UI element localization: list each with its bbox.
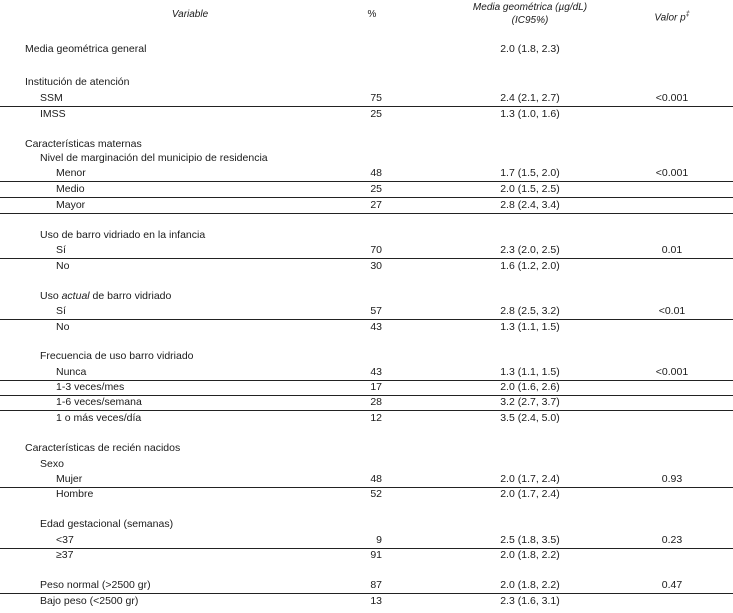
table-row [0, 594, 733, 609]
table-row [0, 487, 733, 502]
row-p-value: <0.01 [658, 305, 686, 317]
row-label: 1-3 veces/mes [56, 381, 125, 393]
row-percent: 28 [370, 396, 382, 408]
row-p-value: 0.23 [661, 534, 683, 546]
row-label: Uso de barro vidriado en la infancia [40, 229, 206, 241]
row-p-value: <0.001 [655, 92, 689, 104]
header-variable: Variable [171, 9, 209, 20]
row-percent: 57 [370, 305, 382, 317]
row-label: No [56, 321, 70, 333]
row-geometric-mean: 1.3 (1.1, 1.5) [500, 321, 560, 333]
header-percent: % [367, 9, 377, 20]
row-label: Peso normal (>2500 gr) [40, 579, 151, 591]
table-row [0, 137, 733, 152]
table-row [0, 320, 733, 335]
table-row [0, 91, 733, 107]
row-label: 1-6 veces/semana [56, 396, 142, 408]
table-row [0, 182, 733, 198]
table-row [0, 166, 733, 182]
header-p-value [636, 8, 708, 24]
table-row [0, 304, 733, 320]
row-geometric-mean: 3.5 (2.4, 5.0) [500, 412, 560, 424]
row-label: Características de recién nacidos [25, 442, 181, 454]
row-percent: 17 [370, 381, 382, 393]
row-label: Hombre [56, 488, 94, 500]
row-percent: 12 [370, 412, 382, 424]
row-label: ≥37 [56, 549, 74, 561]
row-label-emphasis: actual [61, 290, 90, 302]
table-row [0, 289, 733, 304]
row-percent: 91 [370, 549, 382, 561]
row-percent: 27 [370, 199, 382, 211]
row-label: Medio [56, 183, 85, 195]
row-label: IMSS [40, 108, 66, 120]
row-label: Nivel de marginación del municipio de residencia [40, 152, 268, 164]
row-percent: 30 [370, 260, 382, 272]
row-geometric-mean: 2.0 (1.7, 2.4) [500, 488, 560, 500]
table-row [0, 578, 733, 594]
table-row [0, 472, 733, 488]
table-row [0, 548, 733, 563]
table-row [0, 107, 733, 122]
table-row [0, 441, 733, 456]
row-label-pre: Uso [40, 290, 62, 302]
row-geometric-mean: 2.0 (1.8, 2.2) [500, 549, 560, 561]
row-label: 1 o más veces/día [56, 412, 142, 424]
row-geometric-mean: 3.2 (2.7, 3.7) [500, 396, 560, 408]
row-geometric-mean: 1.3 (1.1, 1.5) [500, 366, 560, 378]
header-geometric-mean [430, 1, 630, 27]
row-label: Frecuencia de uso barro vidriado [40, 350, 194, 362]
row-label: Características maternas [25, 138, 142, 150]
row-percent: 9 [376, 534, 382, 546]
table-row [0, 457, 733, 472]
row-label [40, 289, 171, 304]
row-label: Bajo peso (<2500 gr) [40, 595, 139, 607]
row-percent: 48 [370, 473, 382, 485]
table-row [0, 365, 733, 381]
table-row [0, 380, 733, 396]
table-row [0, 259, 733, 274]
table-row [0, 395, 733, 411]
row-geometric-mean: 2.0 (1.8, 2.3) [500, 43, 560, 55]
row-p-value: <0.001 [655, 167, 689, 179]
table-row [0, 151, 733, 166]
row-label: Mujer [56, 473, 83, 485]
row-percent: 25 [370, 183, 382, 195]
row-geometric-mean: 2.0 (1.6, 2.6) [500, 381, 560, 393]
row-percent: 48 [370, 167, 382, 179]
row-percent: 13 [370, 595, 382, 607]
row-percent: 75 [370, 92, 382, 104]
table-row [0, 75, 733, 90]
row-geometric-mean: 2.4 (2.1, 2.7) [500, 92, 560, 104]
row-p-value: <0.001 [655, 366, 689, 378]
row-label: SSM [40, 92, 63, 104]
table-row [0, 228, 733, 243]
row-label: Media geométrica general [25, 43, 147, 55]
row-label: Sí [56, 244, 66, 256]
row-percent: 25 [370, 108, 382, 120]
table-row [0, 533, 733, 549]
table-row [0, 198, 733, 214]
header-p-value-sup: ‡ [685, 11, 690, 18]
table-row [0, 411, 733, 426]
table-row [0, 243, 733, 259]
row-geometric-mean: 2.3 (1.6, 3.1) [500, 595, 560, 607]
header-geometric-mean-line2: (IC95%) [511, 15, 549, 26]
row-geometric-mean: 2.8 (2.5, 3.2) [500, 305, 560, 317]
row-label: Sí [56, 305, 66, 317]
row-p-value: 0.01 [661, 244, 683, 256]
row-label: Mayor [56, 199, 86, 211]
header-p-value-label: Valor p [654, 12, 686, 24]
row-label: Nunca [56, 366, 87, 378]
table-row [0, 42, 733, 57]
row-label: Institución de atención [25, 76, 130, 88]
row-geometric-mean: 1.3 (1.0, 1.6) [500, 108, 560, 120]
row-percent: 43 [370, 366, 382, 378]
row-label: <37 [56, 534, 74, 546]
row-geometric-mean: 1.6 (1.2, 2.0) [500, 260, 560, 272]
row-geometric-mean: 2.0 (1.7, 2.4) [500, 473, 560, 485]
table-row [0, 517, 733, 532]
row-p-value: 0.93 [661, 473, 683, 485]
row-geometric-mean: 1.7 (1.5, 2.0) [500, 167, 560, 179]
table-row [0, 349, 733, 364]
row-percent: 70 [370, 244, 382, 256]
row-p-value: 0.47 [661, 579, 683, 591]
row-label: Edad gestacional (semanas) [40, 518, 174, 530]
row-label-post: de barro vidriado [89, 290, 172, 302]
row-percent: 87 [370, 579, 382, 591]
row-geometric-mean: 2.5 (1.8, 3.5) [500, 534, 560, 546]
row-label: Menor [56, 167, 86, 179]
row-label: Sexo [40, 458, 64, 470]
row-percent: 43 [370, 321, 382, 333]
row-percent: 52 [370, 488, 382, 500]
row-geometric-mean: 2.8 (2.4, 3.4) [500, 199, 560, 211]
row-geometric-mean: 2.0 (1.5, 2.5) [500, 183, 560, 195]
row-label: No [56, 260, 70, 272]
row-geometric-mean: 2.0 (1.8, 2.2) [500, 579, 560, 591]
row-geometric-mean: 2.3 (2.0, 2.5) [500, 244, 560, 256]
header-geometric-mean-line1: Media geométrica (µg/dL) [472, 2, 588, 13]
